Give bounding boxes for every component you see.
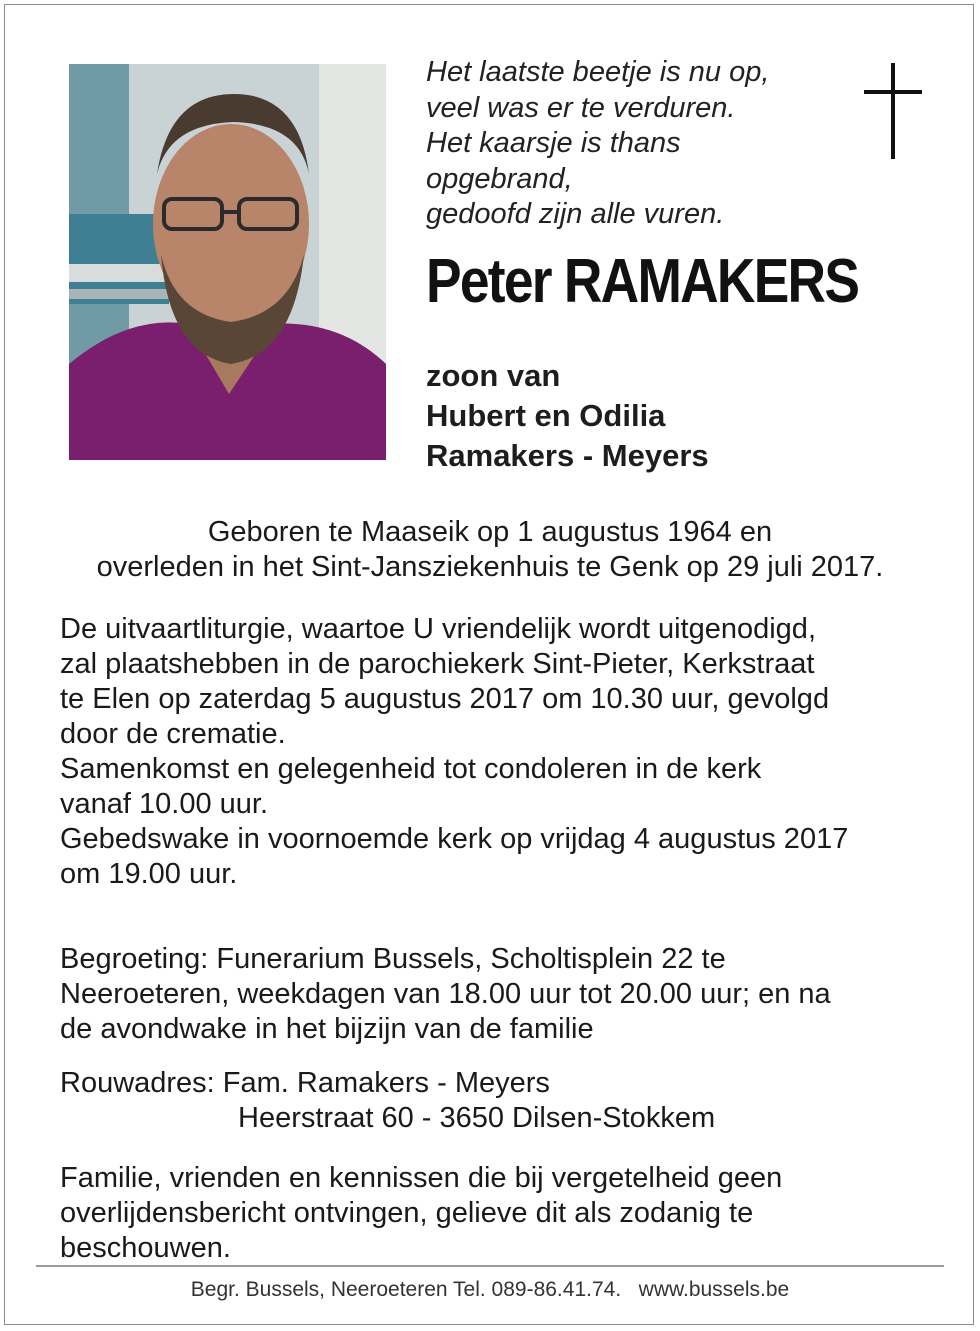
- liturgy-line: zal plaatshebben in de parochiekerk Sint-Pieter, Kerkstraat: [60, 648, 815, 680]
- footer-divider: [36, 1265, 944, 1267]
- greeting-line: de avondwake in het bijzijn van de familie: [60, 1013, 594, 1045]
- deceased-name: Peter RAMAKERS: [426, 247, 859, 316]
- liturgy-line: vanaf 10.00 uur.: [60, 788, 268, 820]
- poem: [426, 55, 846, 233]
- birth-death-info: [40, 515, 940, 585]
- liturgy-line: door de crematie.: [60, 718, 286, 750]
- family-line: overlijdensbericht ontvingen, gelieve dit als zodanig te: [60, 1197, 754, 1229]
- poem-line: Het laatste beetje is nu op,: [426, 56, 770, 88]
- poem-line: gedoofd zijn alle vuren.: [426, 198, 725, 230]
- parents: [426, 356, 709, 476]
- liturgy-line: om 19.00 uur.: [60, 858, 238, 890]
- parents-line: Ramakers - Meyers: [426, 438, 709, 473]
- liturgy-info: [60, 612, 940, 892]
- address-line: Heerstraat 60 - 3650 Dilsen-Stokkem: [238, 1102, 716, 1134]
- footer-contact: Begr. Bussels, Neeroeteren Tel. 089-86.41.74. www.bussels.be: [190, 1278, 790, 1301]
- poem-line: opgebrand,: [426, 162, 573, 195]
- greeting-line: Neeroeteren, weekdagen van 18.00 uur tot 20.00 uur; en na: [60, 978, 831, 1010]
- family-line: Familie, vrienden en kennissen die bij vergetelheid geen: [60, 1162, 783, 1194]
- greeting-info: [60, 942, 940, 1047]
- liturgy-line: te Elen op zaterdag 5 augustus 2017 om 10.30 uur, gevolgd: [60, 683, 830, 715]
- cross-icon: [864, 63, 922, 159]
- greeting-line: Begroeting: Funerarium Bussels, Scholtisplein 22 te: [60, 943, 726, 975]
- liturgy-line: Gebedswake in voornoemde kerk op vrijdag 4 augustus 2017: [60, 823, 849, 855]
- liturgy-line: De uitvaartliturgie, waartoe U vriendelijk wordt uitgenodigd,: [60, 613, 816, 645]
- poem-line: veel was er te verduren.: [426, 91, 736, 124]
- liturgy-line: Samenkomst en gelegenheid tot condoleren in de kerk: [60, 753, 762, 785]
- parents-line: Hubert en Odilia: [426, 398, 666, 433]
- born-line: Geboren te Maaseik op 1 augustus 1964 en: [207, 516, 773, 548]
- address-line: Rouwadres: Fam. Ramakers - Meyers: [60, 1067, 550, 1099]
- family-notice: [60, 1161, 940, 1266]
- born-line: overleden in het Sint-Jansziekenhuis te Genk op 29 juli 2017.: [96, 551, 884, 583]
- portrait-photo: [69, 64, 386, 460]
- parents-line: zoon van: [426, 358, 561, 393]
- mourning-address: [60, 1066, 940, 1136]
- family-line: beschouwen.: [60, 1232, 231, 1264]
- poem-line: Het kaarsje is thans: [426, 127, 681, 159]
